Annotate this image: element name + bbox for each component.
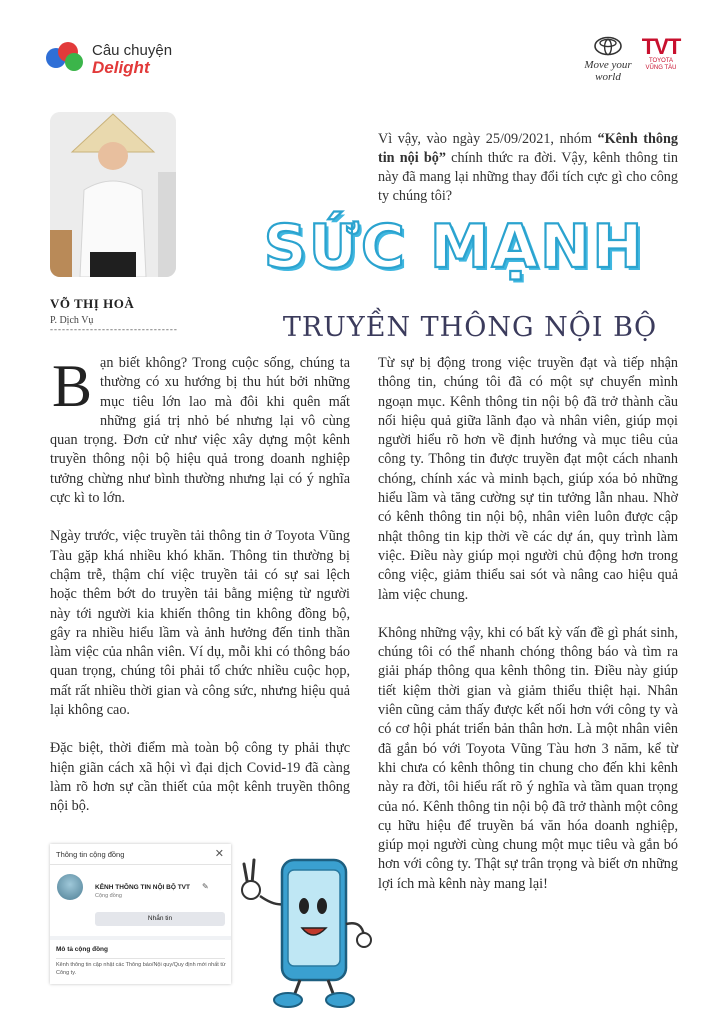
brand-line1: Câu chuyện bbox=[92, 42, 173, 59]
divider bbox=[50, 936, 231, 940]
intro-text-1: Vì vậy, vào ngày 25/09/2021, nhóm bbox=[378, 131, 598, 147]
toyota-emblem-icon bbox=[593, 36, 623, 56]
author-portrait-icon bbox=[50, 112, 176, 277]
right-paragraph-2: Không những vậy, khi có bất kỳ vấn đề gì phát sinh, chúng tôi có thể nhanh chóng thông báo và tìm ra giải pháp thông qua kênh thông tin. Điều này giúp tiết kiệm thời gian và giảm thiểu thiệt hại. Nhân viên cũng cảm thấy được kết nối hơn với công ty và có cơ hội phát triển bản thân hơn. Là một nhân viên đã gắn bó với Toyota Vũng Tàu hơn 3 năm, kể từ khi chưa có kênh thông tin chung cho đến khi kênh này ra đời, tôi hiểu rất rõ ý nghĩa và tầm quan trọng của nó. Kênh thông tin nội bộ đã trở thành một công cụ hữu hiệu để truyền bá văn hóa doanh nghiệp, giúp mọi người cùng chung một mục tiêu và gắn bó hơn với công ty. Thật sự trân trọng và biết ơn những lợi ích mà kênh này mang lại! bbox=[378, 624, 678, 892]
close-icon[interactable]: ✕ bbox=[214, 848, 224, 860]
left-paragraph-2: Ngày trước, việc truyền tải thông tin ở Toyota Vũng Tàu gặp khá nhiều khó khăn. Thông tin thường bị chậm trễ, thậm chí việc truyền tải có sự sai lệch hoặc thêm bớt do truyền tải bằng miệng từ người này tới người kia khiến thông tin không đồng bộ, gây ra nhiều hiểu lầm và ảnh hưởng đến tinh thần làm việc của nhân viên. Ví dụ, mỗi khi có thông báo quan trọng, chúng tôi phải tổ chức nhiều cuộc họp, mất rất nhiều thời gian và công sức, nhưng hiệu quả lại không cao. bbox=[50, 528, 350, 719]
right-paragraph-1: Từ sự bị động trong việc truyền đạt và tiếp nhận thông tin, chúng tôi đã có một sự chuyển mình ngoạn mục. Kênh thông tin nội bộ đã trở thành cầu nối hiệu quả giữa lãnh đạo và nhân viên, giúp mọi người hiểu rõ hơn về định hướng và mục tiêu của công ty. Thông tin được truyền đạt một cách nhanh chóng, chính xác và minh bạch, giúp xóa bỏ những hiểu lầm và tăng cường sự tin tưởng lẫn nhau. Nhờ có kênh thông tin nội bộ, nhân viên luôn được cập nhật thông tin kịp thời về các dự án, quy trình làm việc. Điều này giúp mọi người chủ động hơn trong công việc, giảm thiểu sai sót và nâng cao hiệu quả làm việc chung. bbox=[378, 355, 678, 603]
message-button[interactable]: Nhắn tin bbox=[95, 912, 225, 926]
description-title: Mô tả cộng đồng bbox=[56, 946, 108, 953]
intro-bold: “Kênh thông tin nội bộ” bbox=[378, 131, 679, 166]
cau-chuyen-logo-icon bbox=[44, 40, 88, 74]
group-name: KÊNH THÔNG TIN NỘI BỘ TVT bbox=[95, 884, 190, 891]
card-header: Thông tin cộng đồng bbox=[56, 850, 125, 859]
group-type: Cộng đồng bbox=[95, 893, 122, 899]
intro-text-2: chính thức ra đời. Vậy, kênh thông tin này đã mang lại những thay đổi tích cực gì cho công ty chúng tôi? bbox=[378, 150, 679, 204]
tvt-logo bbox=[636, 36, 686, 72]
phone-mascot-icon bbox=[234, 846, 374, 1012]
main-title: SỨC MẠNH bbox=[263, 212, 645, 282]
tvt-sub1: TOYOTA bbox=[648, 58, 674, 64]
brand-line2: Delight bbox=[92, 58, 150, 77]
tvt-sub2: VŨNG TÀU bbox=[645, 65, 677, 71]
sub-title: TRUYỀN THÔNG NỘI BỘ bbox=[282, 312, 658, 343]
toyota-logo bbox=[578, 36, 638, 83]
divider bbox=[56, 958, 225, 959]
tvt-mark: TVT bbox=[641, 34, 681, 59]
group-avatar bbox=[57, 874, 83, 900]
author-name: VÕ THỊ HOÀ bbox=[50, 296, 135, 311]
left-paragraph-3: Đặc biệt, thời điểm mà toàn bộ công ty phải thực hiện giãn cách xã hội vì đại dịch Covid-19 đã càng làm rõ hơn sự cần thiết của một kênh truyền thông nội bộ. bbox=[50, 740, 350, 815]
left-paragraph-1 bbox=[50, 354, 350, 508]
toyota-slogan: Move your world bbox=[584, 59, 632, 83]
author-department: P. Dịch Vụ bbox=[50, 315, 94, 326]
left-paragraph-1-text: ạn biết không? Trong cuộc sống, chúng ta thường có xu hướng bị thu hút bởi những mục tiêu lớn lao mà đôi khi quên mất những giá trị nhỏ bé nhưng lại vô cùng quan trọng. Đơn cử như việc xây dựng một kênh truyền thông nội bộ hiệu quả trong doanh nghiệp tưởng chừng như bình thường nhưng lại có ý nghĩa cực kì to lớn. bbox=[50, 355, 350, 507]
right-column bbox=[378, 354, 678, 913]
left-column bbox=[50, 354, 350, 836]
description-text: Kênh thông tin cập nhật các Thông báo/Nội quy/Quy định mới nhất từ Công ty. bbox=[56, 962, 226, 976]
author-photo bbox=[50, 112, 176, 277]
intro-paragraph bbox=[378, 130, 678, 206]
community-info-card bbox=[50, 844, 231, 984]
author-underline: -------------------------------- bbox=[50, 324, 178, 334]
drop-cap: B bbox=[52, 353, 93, 419]
edit-icon[interactable]: ✎ bbox=[202, 882, 209, 891]
divider bbox=[50, 864, 231, 865]
